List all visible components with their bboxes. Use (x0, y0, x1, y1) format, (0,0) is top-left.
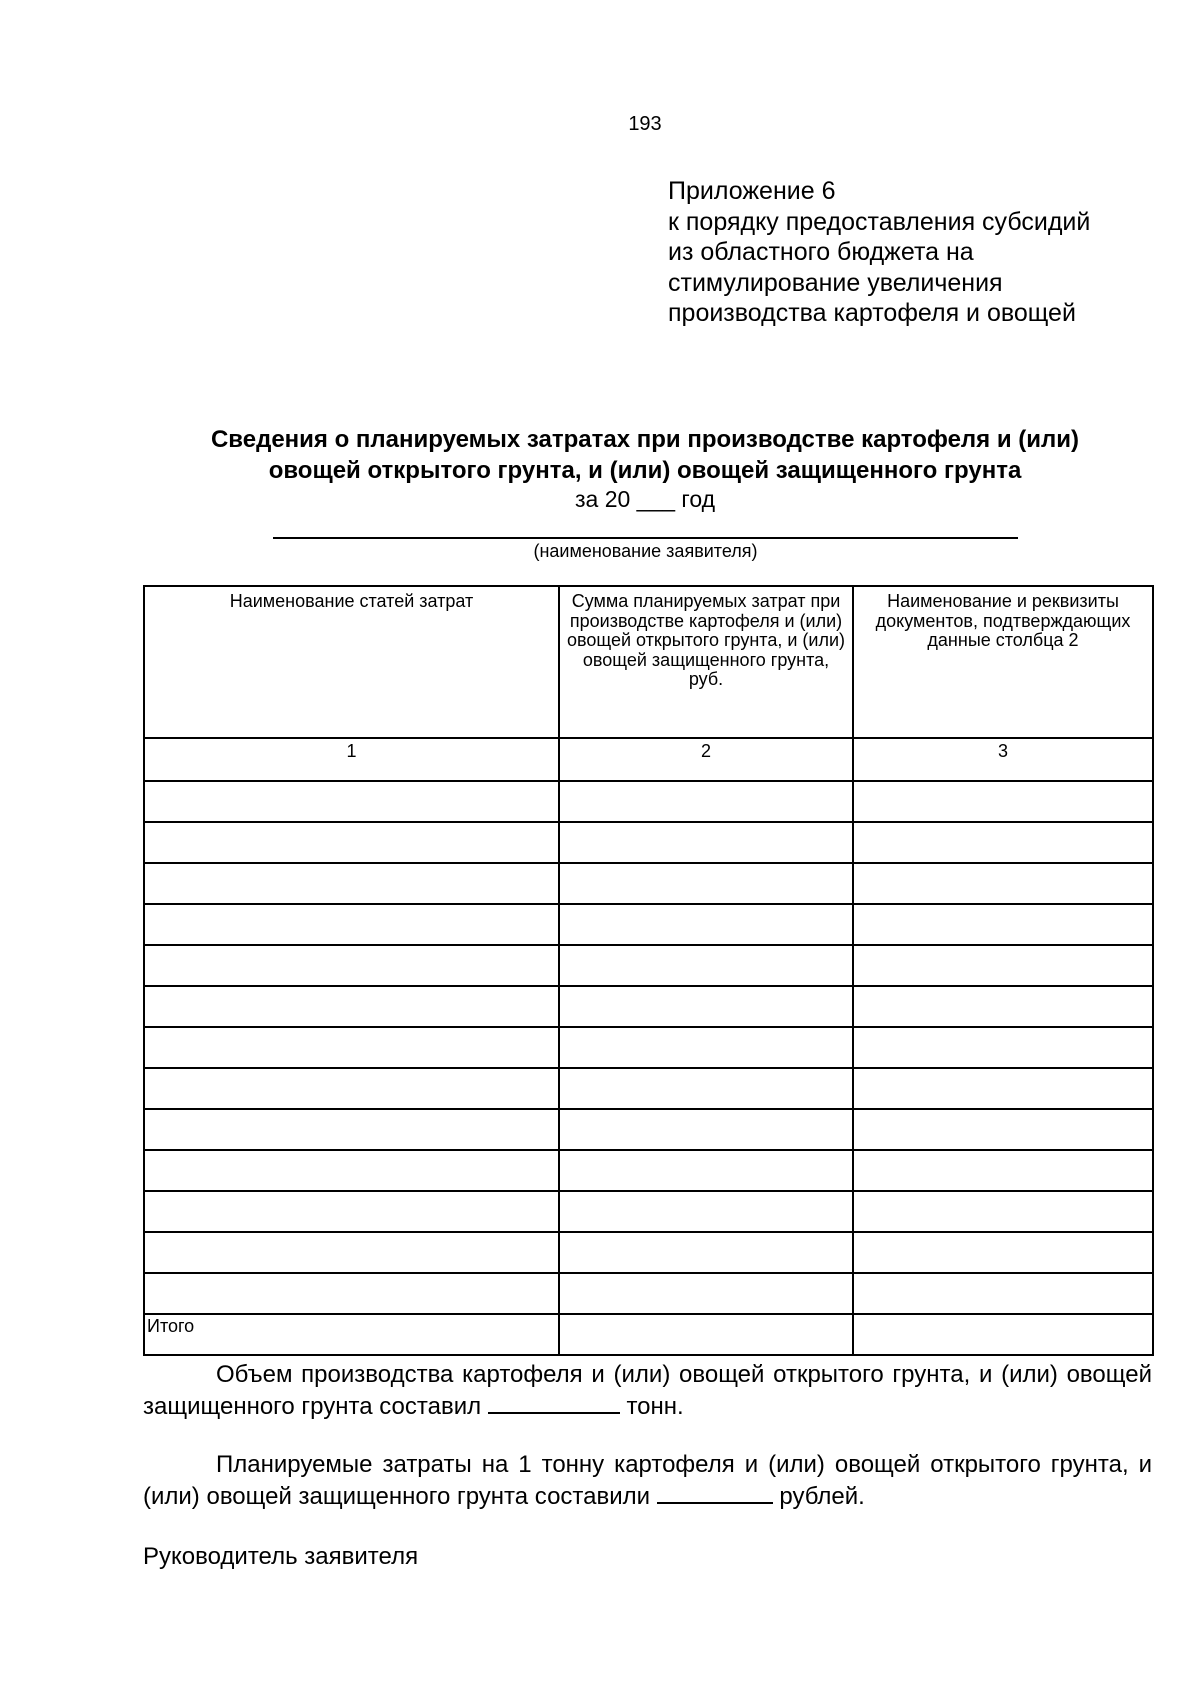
table-row (144, 945, 1153, 986)
header-cell: Сумма планируемых затрат при производстве картофеля и (или) овощей открытого грунта, и (или) овощей защищенного грунта, руб. (559, 586, 853, 738)
table-cell (144, 822, 559, 863)
table-row (144, 1068, 1153, 1109)
table-cell (559, 945, 853, 986)
appendix-line: производства картофеля и овощей (668, 299, 1076, 327)
table-row (144, 1109, 1153, 1150)
table-cell (853, 1109, 1153, 1150)
table-cell (559, 1232, 853, 1273)
table-cell (144, 781, 559, 822)
table-row (144, 1150, 1153, 1191)
table-cell (144, 986, 559, 1027)
column-number-row (144, 738, 1153, 781)
table-row (144, 1191, 1153, 1232)
table-cell (853, 1273, 1153, 1314)
table-row (144, 863, 1153, 904)
planned-unit: рублей. (779, 1483, 865, 1510)
table-cell (559, 1150, 853, 1191)
total-row (144, 1314, 1153, 1355)
page-number: 193 (628, 113, 662, 135)
table-cell (144, 1109, 559, 1150)
table-cell (853, 1232, 1153, 1273)
table-cell (559, 1191, 853, 1232)
applicant-name-line (273, 537, 1018, 539)
table-cell (853, 1191, 1153, 1232)
costs-table (143, 585, 1154, 1356)
total-label: Итого (144, 1314, 559, 1355)
volume-blank (488, 1390, 620, 1414)
signature-label: Руководитель заявителя (143, 1543, 419, 1570)
appendix-line: Приложение 6 (668, 177, 836, 205)
table-cell (853, 1314, 1153, 1355)
appendix-line: стимулирование увеличения (668, 268, 1003, 297)
table-header-row (144, 586, 1153, 738)
table-cell (559, 781, 853, 822)
table-row (144, 1027, 1153, 1068)
production-volume-paragraph (143, 1360, 1152, 1422)
column-number: 1 (144, 738, 559, 781)
year-line: за 20 ___ год (574, 486, 716, 512)
table-row (144, 781, 1153, 822)
table-cell (559, 822, 853, 863)
planned-text: Планируемые затраты на 1 тонну картофеля и (или) овощей открытого грунта, и (или) овощей защищенного грунта составили (143, 1451, 1152, 1510)
header-cell: Наименование и реквизиты документов, подтверждающих данные столбца 2 (853, 586, 1153, 738)
table-cell (144, 1191, 559, 1232)
table-cell (853, 781, 1153, 822)
table-cell (559, 904, 853, 945)
table-cell (853, 1027, 1153, 1068)
table-row (144, 822, 1153, 863)
volume-text: Объем производства картофеля и (или) овощей открытого грунта, и (или) овощей защищенного грунта составил (143, 1361, 1152, 1420)
planned-blank (657, 1480, 773, 1504)
table-cell (144, 1150, 559, 1191)
table-cell (853, 904, 1153, 945)
volume-unit: тонн. (626, 1393, 684, 1420)
applicant-caption: (наименование заявителя) (533, 541, 758, 561)
planned-costs-paragraph (143, 1450, 1152, 1512)
table-cell (144, 1027, 559, 1068)
table-cell (144, 904, 559, 945)
appendix-block (668, 176, 1168, 329)
table-row (144, 1232, 1153, 1273)
title-line: Сведения о планируемых затратах при производстве картофеля и (или) (210, 426, 1080, 453)
table-cell (853, 1068, 1153, 1109)
table-row (144, 1273, 1153, 1314)
table-cell (853, 1150, 1153, 1191)
table-cell (559, 1068, 853, 1109)
table-cell (559, 1273, 853, 1314)
table-cell (559, 1109, 853, 1150)
table-cell (853, 986, 1153, 1027)
table-cell (144, 1232, 559, 1273)
document-title (120, 424, 1170, 486)
table-cell (559, 1314, 853, 1355)
appendix-line: из областного бюджета на (668, 238, 974, 266)
table-cell (853, 863, 1153, 904)
title-line: овощей открытого грунта, и (или) овощей защищенного грунта (268, 457, 1022, 484)
header-cell: Наименование статей затрат (144, 586, 559, 738)
table-cell (853, 945, 1153, 986)
table-cell (853, 822, 1153, 863)
table-cell (559, 863, 853, 904)
table-cell (559, 986, 853, 1027)
table-cell (144, 1273, 559, 1314)
table-row (144, 986, 1153, 1027)
table-cell (559, 1027, 853, 1068)
column-number: 2 (559, 738, 853, 781)
table-cell (144, 945, 559, 986)
table-cell (144, 1068, 559, 1109)
table-row (144, 904, 1153, 945)
table-cell (144, 863, 559, 904)
appendix-line: к порядку предоставления субсидий (668, 207, 1091, 236)
column-number: 3 (853, 738, 1153, 781)
